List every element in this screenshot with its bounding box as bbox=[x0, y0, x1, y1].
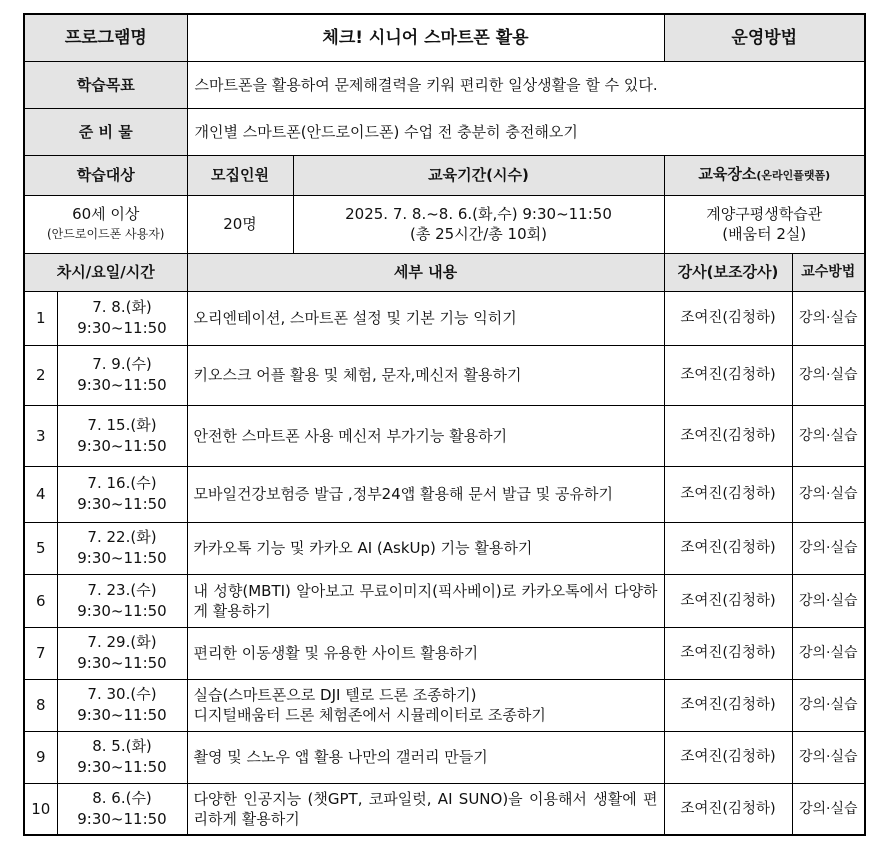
session-number: 9 bbox=[24, 731, 57, 783]
session-datetime bbox=[57, 345, 187, 405]
education-place-line2: (배움터 2실) bbox=[722, 225, 807, 243]
education-place-label bbox=[664, 155, 865, 195]
target-audience-label: 학습대상 bbox=[24, 155, 187, 195]
target-audience-line1: 60세 이상 bbox=[72, 205, 140, 223]
program-table bbox=[23, 13, 866, 836]
session-time: 9:30~11:50 bbox=[77, 706, 167, 724]
session-instructor: 조여진(김청하) bbox=[664, 522, 792, 574]
session-date: 8. 6.(수) bbox=[92, 788, 152, 807]
session-datetime bbox=[57, 291, 187, 345]
session-instructor: 조여진(김청하) bbox=[664, 291, 792, 345]
recruit-count-label: 모집인원 bbox=[187, 155, 293, 195]
session-method: 강의·실습 bbox=[792, 345, 865, 405]
recruit-count-value: 20명 bbox=[187, 195, 293, 253]
education-period-label: 교육기간(시수) bbox=[293, 155, 664, 195]
session-time: 9:30~11:50 bbox=[77, 758, 167, 776]
detail-column-header: 세부 내용 bbox=[187, 253, 664, 291]
session-date: 7. 29.(화) bbox=[87, 633, 157, 651]
session-content: 다양한 인공지능 (챗GPT, 코파일럿, AI SUNO)을 이용해서 생활에 편리하게 활용하기 bbox=[187, 783, 664, 835]
session-datetime bbox=[57, 466, 187, 522]
materials-value: 개인별 스마트폰(안드로이드폰) 수업 전 충분히 충전해오기 bbox=[187, 108, 865, 155]
session-datetime bbox=[57, 679, 187, 731]
session-number: 3 bbox=[24, 405, 57, 466]
session-date: 7. 23.(수) bbox=[87, 580, 157, 599]
method-column-header: 교수방법 bbox=[792, 253, 865, 291]
session-datetime bbox=[57, 522, 187, 574]
session-date: 7. 16.(수) bbox=[87, 474, 157, 492]
session-time: 9:30~11:50 bbox=[77, 809, 167, 828]
program-name-label: 프로그램명 bbox=[24, 14, 187, 61]
education-period-line1: 2025. 7. 8.~8. 6.(화,수) 9:30~11:50 bbox=[345, 205, 612, 223]
session-date: 8. 5.(화) bbox=[92, 737, 152, 755]
session-instructor: 조여진(김청하) bbox=[664, 679, 792, 731]
session-datetime bbox=[57, 731, 187, 783]
schedule-row bbox=[24, 679, 865, 731]
schedule-row bbox=[24, 466, 865, 522]
materials-label: 준 비 물 bbox=[24, 108, 187, 155]
session-date: 7. 9.(수) bbox=[92, 355, 152, 373]
session-method: 강의·실습 bbox=[792, 466, 865, 522]
session-content: 안전한 스마트폰 사용 메신저 부가기능 활용하기 bbox=[187, 405, 664, 466]
session-content: 촬영 및 스노우 앱 활용 나만의 갤러리 만들기 bbox=[187, 731, 664, 783]
session-datetime bbox=[57, 405, 187, 466]
session-content: 실습(스마트폰으로 DJI 텔로 드론 조종하기) 디지털배움터 드론 체험존에서 시뮬레이터로 조종하기 bbox=[187, 679, 664, 731]
schedule-row bbox=[24, 345, 865, 405]
education-place-label-sub: (온라인플랫폼) bbox=[756, 169, 831, 182]
session-method: 강의·실습 bbox=[792, 627, 865, 679]
session-number: 8 bbox=[24, 679, 57, 731]
education-place-line1: 계양구평생학습관 bbox=[706, 205, 823, 223]
schedule-row bbox=[24, 627, 865, 679]
education-place-label-main: 교육장소 bbox=[698, 165, 757, 183]
schedule-row bbox=[24, 291, 865, 345]
session-instructor: 조여진(김청하) bbox=[664, 783, 792, 835]
session-time: 9:30~11:50 bbox=[77, 549, 167, 567]
session-content: 카카오톡 기능 및 카카오 AI (AskUp) 기능 활용하기 bbox=[187, 522, 664, 574]
session-time: 9:30~11:50 bbox=[77, 376, 167, 394]
instructor-column-header: 강사(보조강사) bbox=[664, 253, 792, 291]
session-number: 7 bbox=[24, 627, 57, 679]
session-datetime bbox=[57, 627, 187, 679]
session-time: 9:30~11:50 bbox=[77, 654, 167, 672]
schedule-row bbox=[24, 731, 865, 783]
session-instructor: 조여진(김청하) bbox=[664, 345, 792, 405]
target-audience-line2: (안드로이드폰 사용자) bbox=[46, 227, 165, 241]
session-instructor: 조여진(김청하) bbox=[664, 731, 792, 783]
target-audience-value bbox=[24, 195, 187, 253]
session-content: 편리한 이동생활 및 유용한 사이트 활용하기 bbox=[187, 627, 664, 679]
session-time: 9:30~11:50 bbox=[77, 319, 167, 337]
education-period-value bbox=[293, 195, 664, 253]
session-method: 강의·실습 bbox=[792, 783, 865, 835]
schedule-row bbox=[24, 574, 865, 627]
program-name-value: 체크! 시니어 스마트폰 활용 bbox=[187, 14, 664, 61]
session-instructor: 조여진(김청하) bbox=[664, 405, 792, 466]
session-time: 9:30~11:50 bbox=[77, 495, 167, 513]
session-instructor: 조여진(김청하) bbox=[664, 574, 792, 627]
schedule-row bbox=[24, 783, 865, 835]
session-date: 7. 22.(화) bbox=[87, 528, 157, 546]
session-column-header: 차시/요일/시간 bbox=[24, 253, 187, 291]
session-time: 9:30~11:50 bbox=[77, 436, 167, 455]
session-method: 강의·실습 bbox=[792, 405, 865, 466]
session-datetime bbox=[57, 783, 187, 835]
operation-method-label: 운영방법 bbox=[664, 14, 865, 61]
session-number: 2 bbox=[24, 345, 57, 405]
session-datetime bbox=[57, 574, 187, 627]
schedule-row bbox=[24, 405, 865, 466]
session-date: 7. 15.(화) bbox=[87, 415, 157, 434]
learning-goal-value: 스마트폰을 활용하여 문제해결력을 키워 편리한 일상생활을 할 수 있다. bbox=[187, 61, 865, 108]
session-content: 내 성향(MBTI) 알아보고 무료이미지(픽사베이)로 카카오톡에서 다양하게 활용하기 bbox=[187, 574, 664, 627]
session-instructor: 조여진(김청하) bbox=[664, 466, 792, 522]
session-number: 1 bbox=[24, 291, 57, 345]
session-method: 강의·실습 bbox=[792, 291, 865, 345]
session-date: 7. 8.(화) bbox=[92, 298, 152, 316]
session-content: 오리엔테이션, 스마트폰 설정 및 기본 기능 익히기 bbox=[187, 291, 664, 345]
session-method: 강의·실습 bbox=[792, 731, 865, 783]
session-method: 강의·실습 bbox=[792, 679, 865, 731]
education-place-value bbox=[664, 195, 865, 253]
session-content: 키오스크 어플 활용 및 체험, 문자,메신저 활용하기 bbox=[187, 345, 664, 405]
session-date: 7. 30.(수) bbox=[87, 685, 157, 703]
session-time: 9:30~11:50 bbox=[77, 601, 167, 620]
session-method: 강의·실습 bbox=[792, 574, 865, 627]
session-number: 4 bbox=[24, 466, 57, 522]
education-period-line2: (총 25시간/총 10회) bbox=[410, 225, 547, 243]
session-content: 모바일건강보험증 발급 ,정부24앱 활용해 문서 발급 및 공유하기 bbox=[187, 466, 664, 522]
schedule-row bbox=[24, 522, 865, 574]
session-method: 강의·실습 bbox=[792, 522, 865, 574]
learning-goal-label: 학습목표 bbox=[24, 61, 187, 108]
session-instructor: 조여진(김청하) bbox=[664, 627, 792, 679]
session-number: 6 bbox=[24, 574, 57, 627]
session-number: 10 bbox=[24, 783, 57, 835]
session-number: 5 bbox=[24, 522, 57, 574]
